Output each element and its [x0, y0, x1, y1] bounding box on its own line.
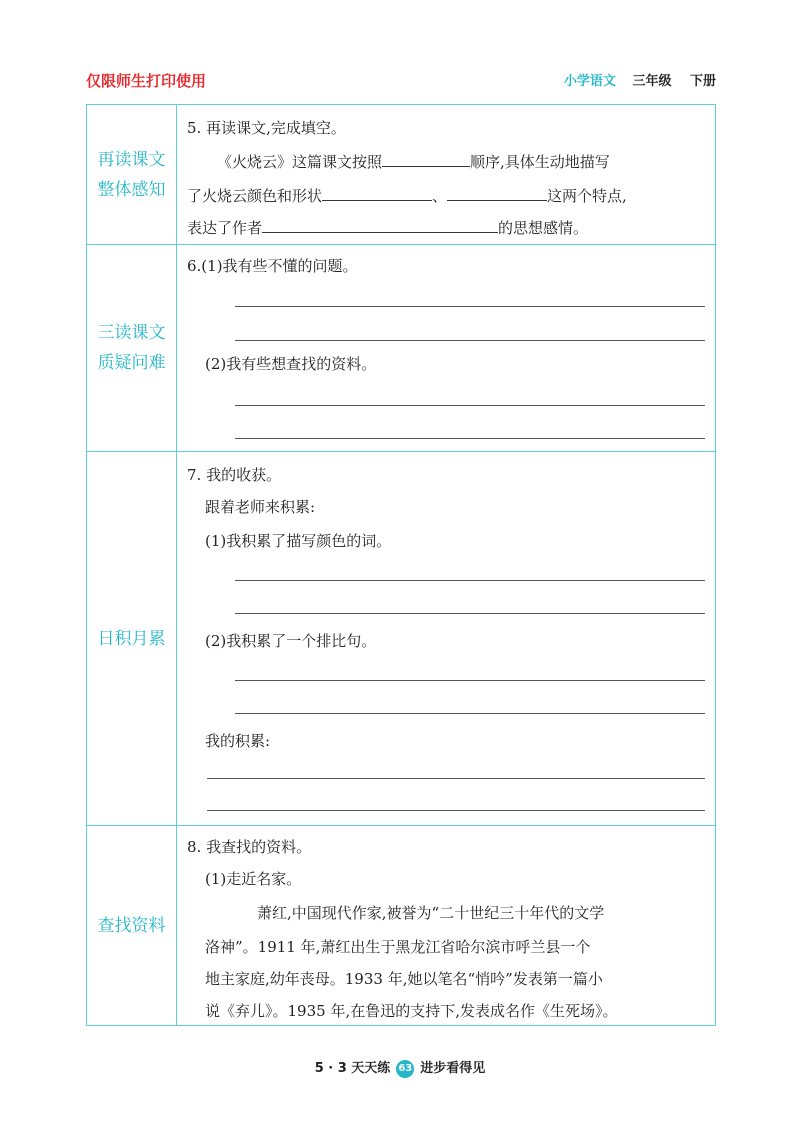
- grade-label: 三年级: [632, 74, 672, 89]
- text-segment: 《火烧云》这篇课文按照: [217, 153, 383, 171]
- volume-label: 下册: [689, 74, 716, 89]
- page-header: [86, 70, 716, 96]
- label-line: 三读课文: [97, 323, 166, 343]
- label-line: 查找资料: [97, 915, 166, 936]
- paragraph-line: 说《弃儿》。1935 年,在鲁迅的支持下,发表成名作《生死场》。: [205, 1002, 618, 1020]
- answer-line[interactable]: [235, 713, 705, 714]
- fill-blank-line: [187, 185, 627, 206]
- fill-blank-line: [217, 151, 610, 172]
- section-content: [177, 245, 715, 451]
- sub-question: (1)我积累了描写颜色的词。: [205, 532, 392, 550]
- paragraph-line: 萧红,中国现代作家,被誉为“二十世纪三十年代的文学: [257, 904, 605, 922]
- label-line: 质疑问难: [97, 353, 166, 373]
- fill-blank-line: [187, 217, 588, 238]
- section-content: [177, 452, 715, 825]
- text-segment: 顺序,具体生动地描写: [470, 153, 610, 171]
- footer-brand: 5 · 3 天天练: [314, 1061, 391, 1076]
- subject-label: 小学语文: [563, 74, 616, 89]
- label-line: 再读课文: [97, 149, 166, 170]
- answer-line[interactable]: [207, 778, 705, 779]
- answer-line[interactable]: [235, 306, 705, 307]
- book-info: [564, 70, 716, 89]
- page-footer: [0, 1057, 800, 1078]
- section-label: [87, 452, 177, 825]
- page-number: 63: [396, 1060, 414, 1078]
- question-title: 8. 我查找的资料。: [187, 838, 312, 856]
- paragraph-line: 地主家庭,幼年丧母。1933 年,她以笔名“悄吟”发表第一篇小: [205, 970, 603, 988]
- section-label: [87, 245, 177, 451]
- section-label: [87, 105, 177, 244]
- accumulation-label: 我的积累:: [205, 732, 271, 750]
- text-segment: 这两个特点,: [547, 187, 627, 205]
- answer-line[interactable]: [235, 680, 705, 681]
- section-label: [87, 826, 177, 1025]
- section-content: [177, 826, 715, 1025]
- sub-question: (2)我有些想查找的资料。: [205, 355, 377, 373]
- text-segment: 了火烧云颜色和形状: [187, 187, 323, 205]
- intro-text: 跟着老师来积累:: [205, 498, 316, 516]
- section-find-materials: [87, 826, 715, 1025]
- section-question-doubts: [87, 245, 715, 452]
- question-title: 5. 再读课文,完成填空。: [187, 119, 346, 137]
- text-segment: 表达了作者: [187, 219, 263, 237]
- section-daily-accumulation: [87, 452, 715, 826]
- sub-question: (1)走近名家。: [205, 870, 302, 888]
- section-content: [177, 105, 715, 244]
- answer-blank[interactable]: [322, 186, 432, 201]
- answer-blank[interactable]: [447, 186, 547, 201]
- answer-line[interactable]: [207, 810, 705, 811]
- footer-slogan: 进步看得见: [420, 1061, 486, 1076]
- question-title: 7. 我的收获。: [187, 466, 282, 484]
- answer-line[interactable]: [235, 438, 705, 439]
- text-segment: 、: [432, 187, 448, 205]
- paragraph-line: 洛神”。1911 年,萧红出生于黑龙江省哈尔滨市呼兰县一个: [205, 938, 591, 956]
- sub-question: (2)我积累了一个排比句。: [205, 632, 377, 650]
- answer-line[interactable]: [235, 405, 705, 406]
- question-title: 6.(1)我有些不懂的问题。: [187, 257, 358, 275]
- worksheet-table: [86, 104, 716, 1026]
- label-line: 日积月累: [97, 628, 166, 649]
- text-segment: 的思想感情。: [498, 219, 589, 237]
- answer-line[interactable]: [235, 613, 705, 614]
- answer-line[interactable]: [235, 580, 705, 581]
- answer-blank[interactable]: [262, 218, 498, 233]
- print-notice: 仅限师生打印使用: [86, 72, 207, 90]
- answer-line[interactable]: [235, 340, 705, 341]
- answer-blank[interactable]: [382, 152, 470, 167]
- label-line: 整体感知: [97, 179, 166, 200]
- section-reread-overview: [87, 105, 715, 245]
